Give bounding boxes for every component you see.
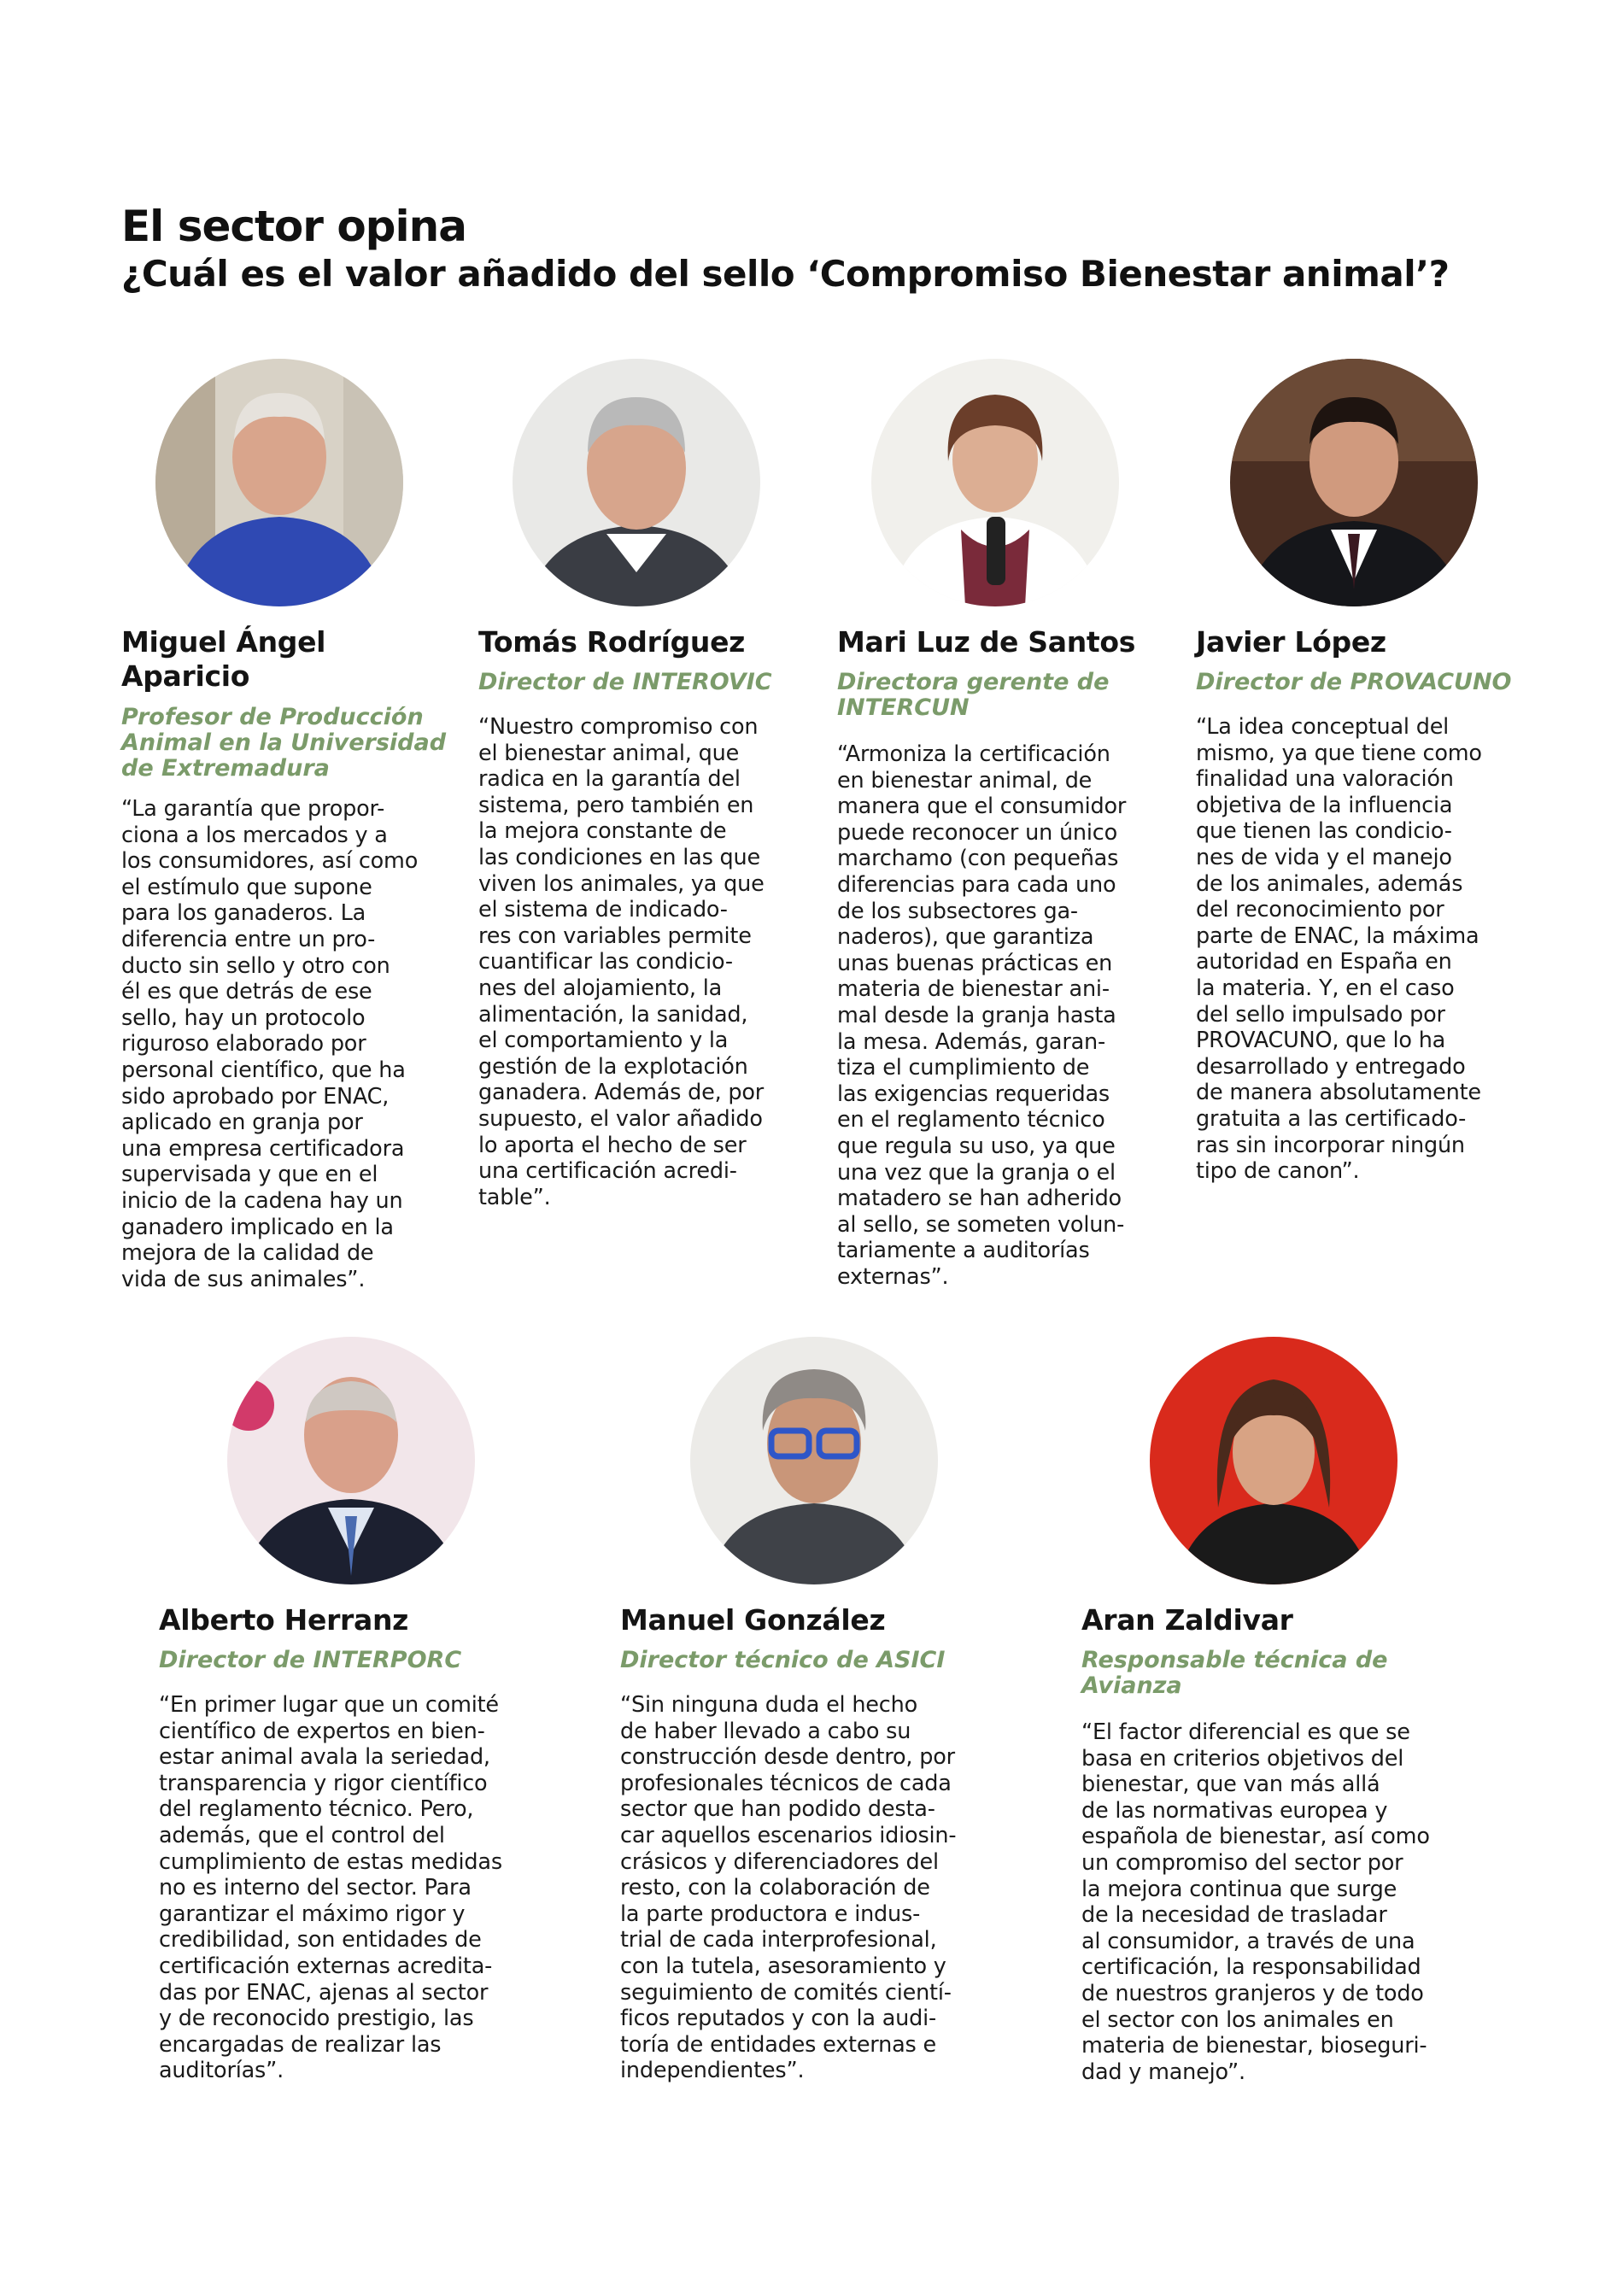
- portrait-image: [513, 359, 760, 606]
- person-quote: “El factor diferencial es que se basa en criterios objetivos del bienestar, que van más allá de las normativas europea y española de bienestar, así como un compromiso del sector por la mejora continua que surge de la necesidad de trasladar al consumidor, a través de una certificación, la responsabilidad de nuestros granjeros y de todo el sector con los animales en materia de bienestar, bioseguri- dad y manejo”.: [1081, 1719, 1430, 2085]
- person-name: Javier López: [1196, 625, 1386, 659]
- person-role: Director de PROVACUNO: [1196, 669, 1512, 695]
- person-quote: “Sin ninguna duda el hecho de haber llevado a cabo su construcción desde dentro, por profesionales técnicos de cada sector que han podido desta- car aquellos escenarios idiosin- crásicos y diferenciadores del resto, con la colaboración de la parte productora e indus- trial de cada interprofesional, con la tutela, asesoramiento y seguimiento de comités cientí- ficos reputados y con la audi- toría de entidades externas e independientes”.: [620, 1692, 957, 2084]
- person-quote: “Nuestro compromiso con el bienestar animal, que radica en la garantía del sistema, pero también en la mejora constante de las condiciones en las que viven los animales, ya que el sistema de indicado- res con variables permite cuantificar las condicio- nes del alojamiento, la alimentación, la sanidad, el comportamiento y la gestión de la explotación ganadera. Además de, por supuesto, el valor añadido lo aporta el hecho de ser una certificación acredi- table”.: [478, 714, 765, 1210]
- portrait-image: [871, 359, 1119, 606]
- person-name: Mari Luz de Santos: [837, 625, 1136, 659]
- portrait-photo: [1230, 359, 1478, 606]
- person-role: Director de INTERPORC: [159, 1647, 462, 1673]
- person-role: Responsable técnica de Avianza: [1081, 1647, 1388, 1699]
- portrait-image: [227, 1337, 475, 1584]
- page-title: El sector opina: [121, 202, 466, 251]
- portrait-photo: [513, 359, 760, 606]
- person-quote: “Armoniza la certificación en bienestar animal, de manera que el consumidor puede reconocer un único marchamo (con pequeñas diferencias para cada uno de los subsectores ga- naderos), que garantiza unas buenas prácticas en materia de bienestar ani- mal desde la granja hasta la mesa. Además, garan- tiza el cumplimiento de las exigencias requeridas en el reglamento técnico que regula su uso, ya que una vez que la granja o el matadero se han adherido al sello, se someten volun- tariamente a auditorías externas”.: [837, 741, 1127, 1290]
- person-role: Profesor de Producción Animal en la Universidad de Extremadura: [121, 704, 447, 782]
- portrait-image: [155, 359, 403, 606]
- person-role: Director técnico de ASICI: [620, 1647, 946, 1673]
- header: [121, 202, 1531, 297]
- person-role: Director de INTEROVIC: [478, 669, 772, 695]
- person-quote: “La idea conceptual del mismo, ya que tiene como finalidad una valoración objetiva de la influencia que tienen las condicio- nes de vida y el manejo de los animales, además del reconocimiento por parte de ENAC, la máxima autoridad en España en la materia. Y, en el caso del sello impulsado por PROVACUNO, que lo ha desarrollado y entregado de manera absolutamente gratuita a las certificado- ras sin incorporar ningún tipo de canon”.: [1196, 714, 1482, 1185]
- portrait-photo: [871, 359, 1119, 606]
- person-quote: “La garantía que propor- ciona a los mercados y a los consumidores, así como el estímulo que supone para los ganaderos. La diferencia entre un pro- ducto sin sello y otro con él es que detrás de ese sello, hay un protocolo riguroso elaborado por personal científico, que ha sido aprobado por ENAC, aplicado en granja por una empresa certificadora supervisada y que en el inicio de la cadena hay un ganadero implicado en la mejora de la calidad de vida de sus animales”.: [121, 796, 419, 1292]
- person-name: Manuel González: [620, 1603, 886, 1637]
- portrait-image: [1150, 1337, 1397, 1584]
- portrait-image: [690, 1337, 938, 1584]
- portrait-photo: [1150, 1337, 1397, 1584]
- portrait-photo: [227, 1337, 475, 1584]
- person-name: Alberto Herranz: [159, 1603, 409, 1637]
- person-name: Tomás Rodríguez: [478, 625, 746, 659]
- person-quote: “En primer lugar que un comité científico de expertos en bien- estar animal avala la seriedad, transparencia y rigor científico del reglamento técnico. Pero, además, que el control del cumplimiento de estas medidas no es interno del sector. Para garantizar el máximo rigor y credibilidad, son entidades de certificación externas acredita- das por ENAC, ajenas al sector y de reconocido prestigio, las encargadas de realizar las auditorías”.: [159, 1692, 502, 2084]
- person-name: Miguel Ángel Aparicio: [121, 625, 326, 693]
- person-name: Aran Zaldivar: [1081, 1603, 1293, 1637]
- portrait-photo: [155, 359, 403, 606]
- portrait-image: [1230, 359, 1478, 606]
- page-subtitle: ¿Cuál es el valor añadido del sello ‘Compromiso Bienestar animal’?: [121, 253, 1450, 295]
- portrait-photo: [690, 1337, 938, 1584]
- person-role: Directora gerente de INTERCUN: [837, 669, 1110, 721]
